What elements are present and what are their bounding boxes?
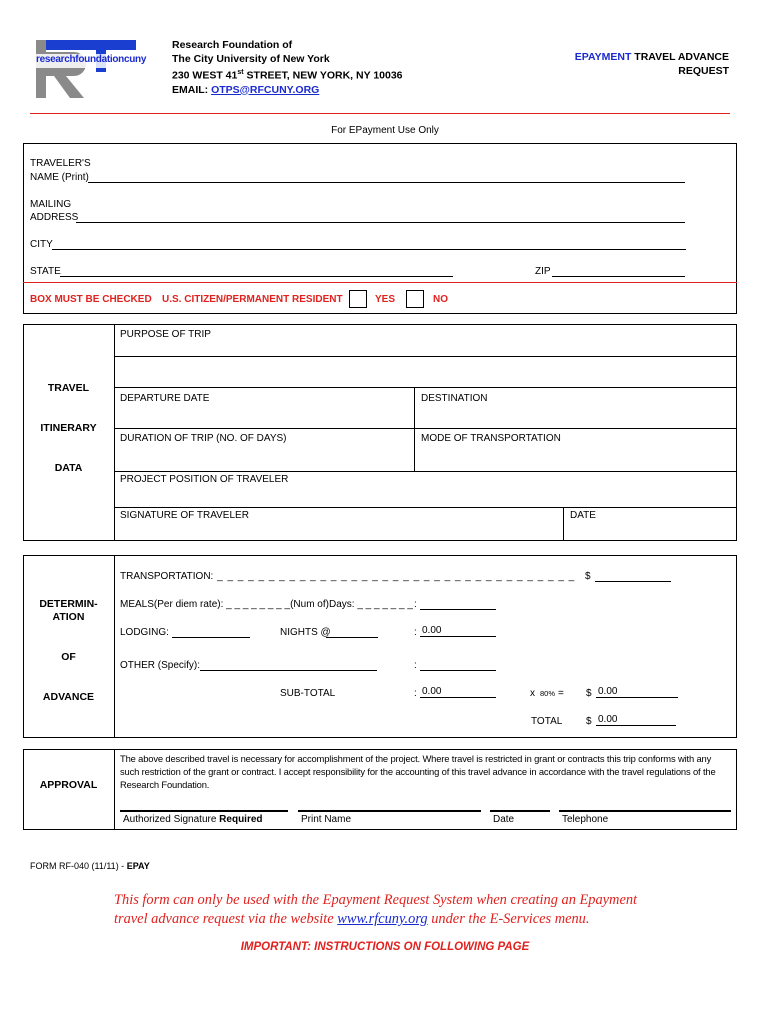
mailing-label-1: MAILING: [30, 199, 72, 210]
citizen-divider: [23, 282, 737, 283]
itinerary-side-data: DATA: [54, 462, 83, 474]
advance-divider: [114, 555, 115, 738]
mailing-label-2: ADDRESS: [30, 212, 79, 223]
itinerary-side-itinerary: ITINERARY: [40, 422, 97, 434]
purpose-label: PURPOSE OF TRIP: [120, 329, 211, 340]
traveler-box: [23, 143, 737, 314]
print-name-line[interactable]: [298, 810, 481, 812]
mode-label: MODE OF TRANSPORTATION: [421, 433, 561, 444]
total-label: TOTAL: [531, 716, 563, 727]
other-field[interactable]: [200, 670, 377, 671]
yes-label: YES: [375, 294, 396, 305]
no-checkbox[interactable]: [406, 290, 424, 308]
other-label: OTHER (Specify):: [120, 660, 201, 671]
form-id: FORM RF-040 (11/11) - EPAY: [30, 861, 150, 871]
org-block: [172, 38, 403, 97]
other-amount[interactable]: [420, 670, 496, 671]
signature-label: SIGNATURE OF TRAVELER: [120, 510, 249, 521]
traveler-name-label-1: TRAVELER'S: [30, 158, 91, 169]
approval-text: The above described travel is necessary for accomplishment of the project. Where travel is restricted in grant or contracts this trip conforms with any such restriction of the grant or contract. I accept responsibility for the accounting of this travel advance in accordance with the travel regulations of the Research Foundation.: [120, 753, 716, 790]
no-label: NO: [433, 294, 448, 305]
subtotal-label: SUB-TOTAL: [280, 688, 336, 699]
auth-sig-line[interactable]: [120, 810, 288, 812]
org-address: 230 WEST 41st STREET, NEW YORK, NY 10036: [172, 69, 403, 82]
row-line: [114, 356, 737, 357]
date-line[interactable]: [490, 810, 550, 812]
meals-label: MEALS(Per diem rate): _ _ _ _ _ _ _ _(Num of)Days: _ _ _ _ _ _ _: [120, 599, 413, 610]
approval-date-label: Date: [493, 814, 515, 825]
important-note: IMPORTANT: INSTRUCTIONS ON FOLLOWING PAGE: [240, 941, 530, 953]
rfcuny-link[interactable]: www.rfcuny.org: [337, 911, 428, 927]
meals-amount[interactable]: [420, 609, 496, 610]
traveler-name-field[interactable]: [88, 182, 685, 183]
equals-sign: =: [558, 688, 564, 699]
subtotal-amount[interactable]: 0.00: [420, 686, 496, 698]
duration-label: DURATION OF TRIP (NO. OF DAYS): [120, 433, 287, 444]
form-title: [575, 50, 729, 78]
header-divider: [30, 113, 730, 114]
lodging-amount[interactable]: 0.00: [420, 625, 496, 637]
col-line: [414, 387, 415, 472]
title-accent: EPAYMENT: [574, 51, 632, 63]
citizen-label: U.S. CITIZEN/PERMANENT RESIDENT: [162, 294, 343, 305]
lodging-field[interactable]: [172, 637, 250, 638]
advance-side-of: OF: [61, 651, 76, 663]
city-field[interactable]: [52, 249, 686, 250]
lodging-colon: :: [414, 627, 417, 638]
approval-side: APPROVAL: [39, 779, 98, 791]
row-line: [114, 387, 737, 388]
pct-amount[interactable]: 0.00: [596, 686, 678, 698]
times-sign: x: [530, 688, 535, 699]
row-line: [114, 507, 737, 508]
col-line: [563, 507, 564, 541]
org-email: EMAIL: OTPS@RFCUNY.ORG: [172, 83, 320, 96]
pct-dollar: $: [586, 688, 592, 699]
sig-date-label: DATE: [570, 510, 596, 521]
percent-label: 80%: [540, 689, 556, 698]
logo: [34, 40, 169, 100]
mailing-address-field[interactable]: [76, 222, 685, 223]
print-name-label: Print Name: [301, 814, 352, 825]
meals-colon: :: [414, 599, 417, 610]
state-field[interactable]: [60, 276, 453, 277]
telephone-line[interactable]: [559, 810, 731, 812]
other-colon: :: [414, 660, 417, 671]
advance-side-ation: ATION: [52, 611, 85, 623]
advance-box: [23, 555, 737, 738]
auth-sig-label: Authorized Signature Required: [123, 814, 263, 825]
state-label: STATE: [30, 266, 61, 277]
total-dollar: $: [586, 716, 592, 727]
advance-side-advance: ADVANCE: [42, 691, 95, 703]
zip-label: ZIP: [535, 266, 551, 277]
zip-field[interactable]: [552, 276, 685, 277]
itinerary-side-travel: TRAVEL: [47, 382, 90, 394]
email-link[interactable]: OTPS@RFCUNY.ORG: [211, 83, 320, 96]
org-line-2: The City University of New York: [172, 53, 330, 65]
title-line-2: REQUEST: [678, 65, 729, 77]
transportation-amount[interactable]: [595, 581, 671, 582]
transportation-dollar: $: [585, 571, 591, 582]
nights-field[interactable]: [326, 637, 378, 638]
traveler-name-label-2: NAME (Print): [30, 172, 89, 183]
transportation-label: TRANSPORTATION: _ _ _ _ _ _ _ _ _ _ _ _ _ _ _ _ _ _ _ _ _ _ _ _ _ _ _ _ _ _ _ _ _ _ _: [120, 571, 576, 582]
subtotal-colon: :: [414, 688, 417, 699]
departure-label: DEPARTURE DATE: [120, 393, 210, 404]
for-use-only: For EPayment Use Only: [331, 125, 439, 136]
box-must-be-checked: BOX MUST BE CHECKED: [30, 294, 152, 305]
lodging-label: LODGING:: [120, 627, 169, 638]
advance-side-determin: DETERMIN-: [39, 598, 98, 610]
destination-label: DESTINATION: [421, 393, 488, 404]
row-line: [114, 471, 737, 472]
city-label: CITY: [30, 239, 53, 250]
yes-checkbox[interactable]: [349, 290, 367, 308]
nights-label: NIGHTS @: [280, 627, 331, 638]
title-rest: TRAVEL ADVANCE: [631, 51, 729, 63]
org-line-1: Research Foundation of: [172, 39, 293, 51]
usage-notice: This form can only be used with the Epayment Request System when creating an Epayment travel advance request via the website www.rfcuny.org under the E-Services menu.: [114, 892, 638, 927]
approval-divider: [114, 749, 115, 830]
total-amount[interactable]: 0.00: [596, 714, 676, 726]
row-line: [114, 428, 737, 429]
logo-text: researchfoundationcuny: [36, 54, 147, 65]
telephone-label: Telephone: [562, 814, 609, 825]
project-label: PROJECT POSITION OF TRAVELER: [120, 474, 289, 485]
